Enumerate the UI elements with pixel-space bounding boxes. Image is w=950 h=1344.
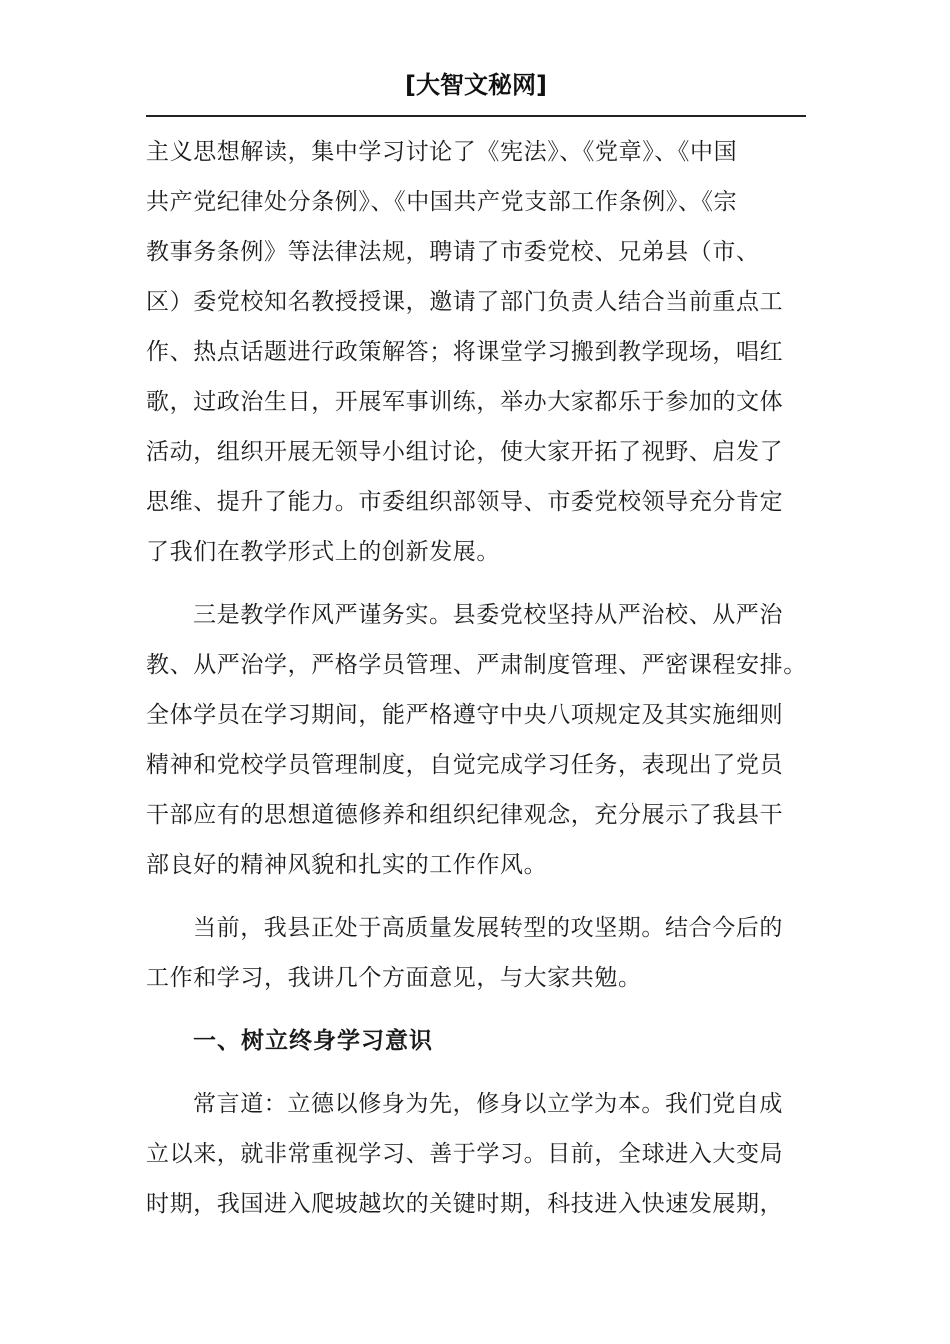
text-line: 三是教学作风严谨务实。县委党校坚持从严治校、从严治 [193,602,783,628]
header-divider [146,115,806,117]
text-line: 了我们在教学形式上的创新发展。 [146,539,500,565]
text-line: 共产党纪律处分条例》、《中国共产党支部工作条例》、《宗 [146,189,738,215]
text-line: 常言道：立德以修身为先，修身以立学为本。我们党自成 [193,1091,783,1117]
paragraph-2 [146,590,806,890]
text-line: 干部应有的思想道德修养和组织纪律观念，充分展示了我县干 [146,802,784,828]
page-header-title: [大智文秘网] [405,71,547,99]
paragraph-gap [146,1066,806,1079]
section-heading: 一、树立终身学习意识 [193,1028,433,1054]
text-line: 教、从严治学，严格学员管理、严肃制度管理、严密课程安排。 [146,652,807,678]
text-line: 全体学员在学习期间，能严格遵守中央八项规定及其实施细则 [146,702,784,728]
text-line: 歌，过政治生日，开展军事训练，举办大家都乐于参加的文体 [146,389,784,415]
text-line: 精神和党校学员管理制度，自觉完成学习任务，表现出了党员 [146,752,784,778]
paragraph-4 [146,1079,806,1229]
text-line: 立以来，就非常重视学习、善于学习。目前，全球进入大变局 [146,1141,784,1167]
paragraph-1 [146,127,806,577]
text-line: 部良好的精神风貌和扎实的工作作风。 [146,852,548,878]
text-line: 思维、提升了能力。市委组织部领导、市委党校领导充分肯定 [146,489,784,515]
text-line: 教事务条例》等法律法规，聘请了市委党校、兄弟县（市、 [146,239,760,265]
paragraph-gap [146,1003,806,1016]
text-line: 工作和学习，我讲几个方面意见，与大家共勉。 [146,965,642,991]
document-body [146,127,806,1229]
text-line: 时期，我国进入爬坡越坎的关键时期，科技进入快速发展期， [146,1191,784,1217]
paragraph-gap [146,890,806,903]
text-line: 当前，我县正处于高质量发展转型的攻坚期。结合今后的 [193,915,783,941]
paragraph-3 [146,903,806,1003]
text-line: 活动，组织开展无领导小组讨论，使大家开拓了视野、启发了 [146,439,784,465]
paragraph-gap [146,577,806,590]
section-heading-1 [146,1016,806,1066]
text-line: 区）委党校知名教授授课，邀请了部门负责人结合当前重点工 [146,289,784,315]
text-line: 作、热点话题进行政策解答；将课堂学习搬到教学现场，唱红 [146,339,784,365]
text-line: 主义思想解读，集中学习讨论了《宪法》、《党章》、《中国 [146,139,738,165]
